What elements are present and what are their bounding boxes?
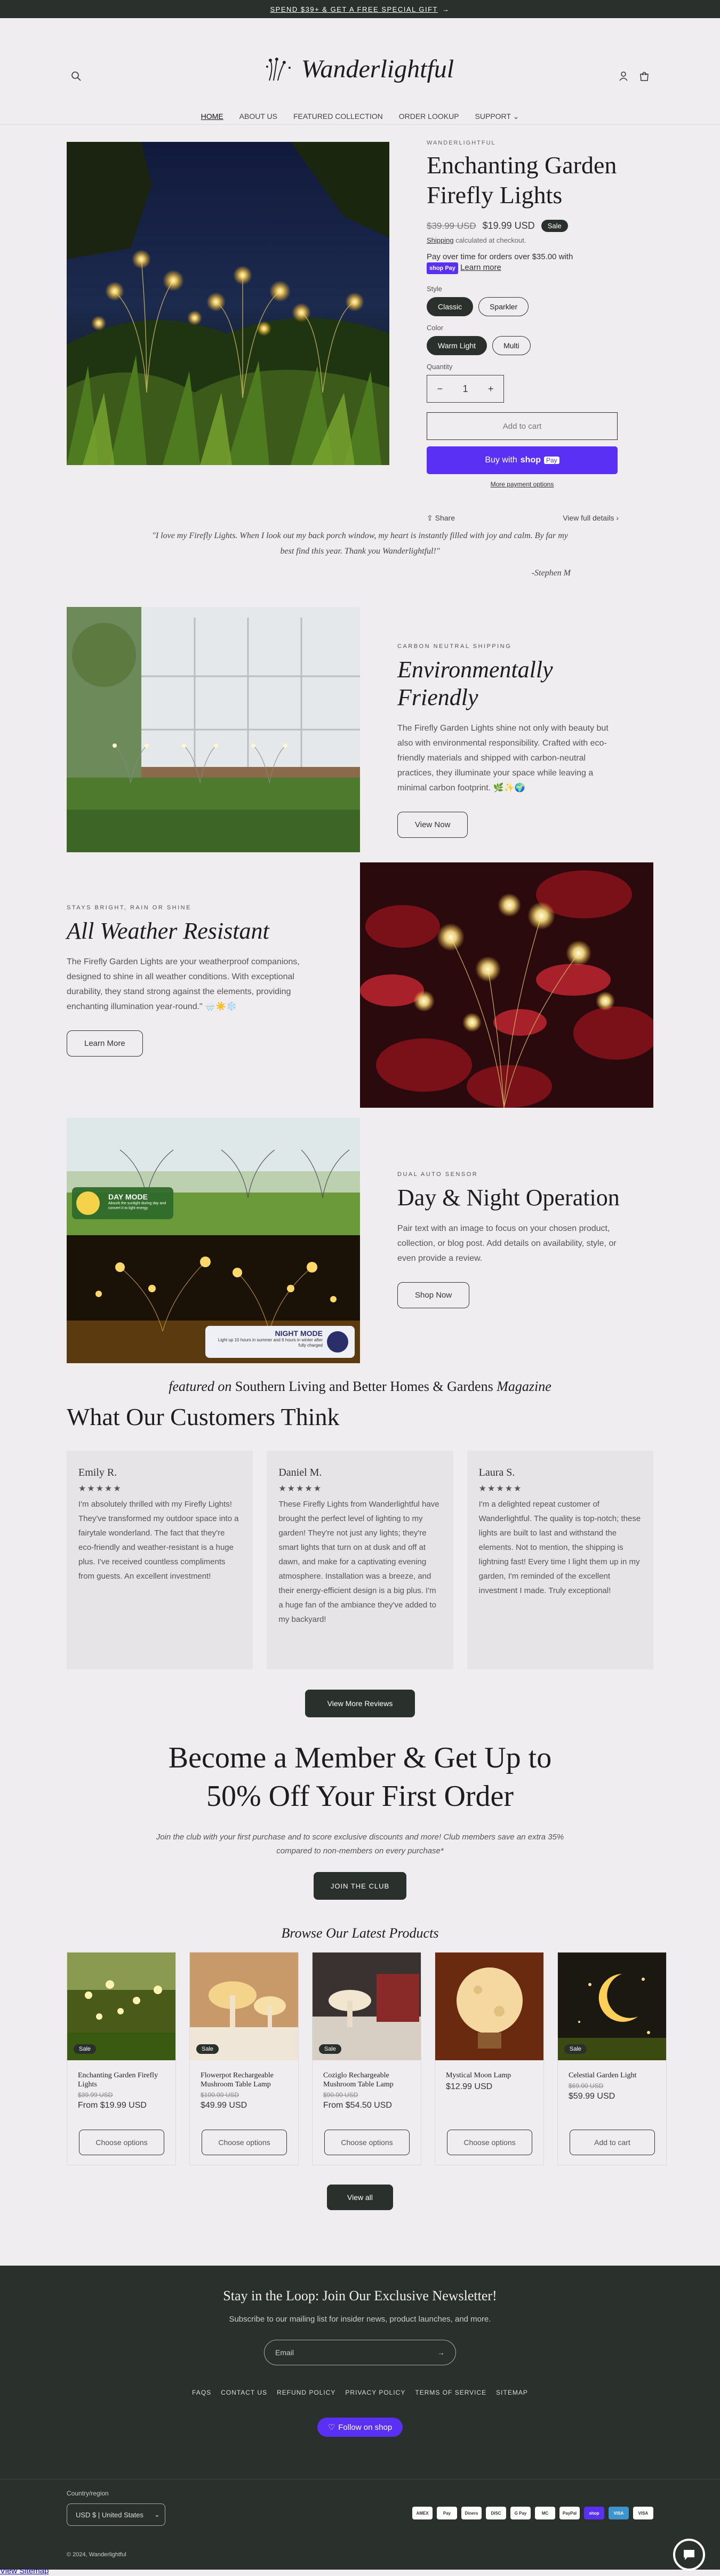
join-club-button[interactable]: JOIN THE CLUB	[314, 1872, 406, 1900]
quantity-label: Quantity	[427, 363, 453, 371]
email-field[interactable]	[264, 2340, 456, 2365]
apple-pay-icon: Pay	[437, 2507, 457, 2519]
view-details-link[interactable]	[563, 514, 619, 523]
night-mode-text: Light up 10 hours in summer and 6 hours in winter after fully charged	[218, 1338, 323, 1348]
review-card	[67, 1451, 253, 1669]
country-value: USD $ | United States	[76, 2510, 143, 2519]
product-card[interactable]	[67, 1952, 176, 2165]
product-card-title[interactable]: Coziglo Rechargeable Mushroom Table Lamp	[323, 2071, 394, 2089]
shop-pay-logo: shop Pay	[427, 262, 458, 274]
submit-arrow-icon[interactable]: →	[437, 2348, 445, 2357]
product-card-price: From $54.50 USD	[323, 2101, 392, 2110]
quote-author: -Stephen M	[531, 569, 571, 578]
site-footer	[0, 2266, 720, 2570]
copyright: © 2024, Wanderlightful	[67, 2551, 126, 2558]
brand-logo[interactable]	[266, 54, 454, 84]
chat-icon	[682, 2548, 696, 2562]
style-option-classic[interactable]: Classic	[427, 297, 473, 316]
featured-on-banner	[0, 1379, 720, 1395]
product-card-image	[558, 1953, 666, 2060]
announcement-text[interactable]: SPEND $39+ & GET A FREE SPECIAL GIFT	[270, 5, 438, 13]
membership-title-line2: 50% Off Your First Order	[206, 1780, 514, 1813]
review-card	[267, 1451, 453, 1669]
sale-badge: Sale	[564, 2044, 587, 2054]
review-text: I'm a delighted repeat customer of Wanderlightful. The quality is top-notch; these lights are built to last and withstand the elements. Not to mention, the shipping is lightning fast! Every time I light them up in my garden, I'm reminded of the excellent investment I made. Truly exceptional!	[478, 1500, 641, 1595]
product-card-image	[435, 1953, 543, 2060]
product-card[interactable]	[435, 1952, 544, 2165]
footer-link-privacy[interactable]: PRIVACY POLICY	[345, 2389, 406, 2396]
venmo-icon: VISA	[609, 2507, 629, 2519]
mastercard-icon: MC	[535, 2507, 555, 2519]
membership-text-body: Join the club with your first purchase and to score exclusive discounts and more! Club members save an extra 35% compared to non-members on every purchase*	[156, 1833, 564, 1855]
membership-text	[0, 1830, 720, 1858]
installments-text: Pay over time for orders over $35.00 with	[427, 252, 573, 261]
view-details-label: View full details	[563, 514, 614, 522]
day-mode-title: DAY MODE	[108, 1193, 148, 1201]
learn-more-button[interactable]: Learn More	[67, 1030, 143, 1057]
product-card-image	[190, 1953, 298, 2060]
featured-prefix: featured on	[169, 1379, 232, 1394]
price-row	[427, 220, 619, 232]
day-night-subtitle: DUAL AUTO SENSOR	[397, 1171, 478, 1178]
eco-subtitle: CARBON NEUTRAL SHIPPING	[397, 643, 512, 650]
view-more-reviews-button[interactable]: View More Reviews	[305, 1690, 415, 1717]
product-card-image	[313, 1953, 421, 2060]
brand-name: Wanderlightful	[301, 55, 454, 83]
eco-section	[397, 643, 616, 838]
product-card-compare-price: $39.99 USD	[78, 2091, 113, 2099]
product-card-compare-price: $100.00 USD	[201, 2091, 239, 2099]
shipping-note	[427, 236, 619, 244]
footer-link-terms[interactable]: TERMS OF SERVICE	[415, 2389, 487, 2396]
nav-support-label: SUPPORT	[475, 112, 511, 121]
style-label: Style	[427, 285, 442, 293]
sale-price: $19.99 USD	[482, 220, 535, 231]
product-card-price: $59.99 USD	[569, 2092, 615, 2101]
arrow-right-icon: ›	[616, 514, 619, 522]
choose-options-button[interactable]: Choose options	[447, 2130, 532, 2155]
announcement-arrow: →	[442, 5, 450, 13]
share-icon: ⇪	[427, 514, 433, 522]
choose-options-button[interactable]: Choose options	[79, 2130, 164, 2155]
day-mode-caption	[108, 1193, 172, 1211]
payment-icons	[412, 2507, 653, 2519]
main-nav	[0, 112, 720, 121]
weather-image	[360, 862, 653, 1108]
firefly-garden-photo	[67, 142, 389, 465]
color-options	[427, 336, 619, 355]
nav-featured-collection[interactable]: FEATURED COLLECTION	[293, 112, 383, 121]
more-payment-options-link[interactable]: More payment options	[490, 481, 554, 488]
eco-image	[67, 607, 360, 852]
star-rating: ★★★★★	[278, 1484, 323, 1493]
follow-on-shop-button[interactable]	[317, 2418, 403, 2437]
featured-suffix: Magazine	[497, 1379, 551, 1394]
view-now-button[interactable]: View Now	[397, 812, 468, 838]
product-card-price: From $19.99 USD	[78, 2101, 147, 2110]
choose-options-button[interactable]: Choose options	[202, 2130, 287, 2155]
latest-products-title: Browse Our Latest Products	[281, 1925, 439, 1941]
nav-order-lookup[interactable]: ORDER LOOKUP	[398, 112, 459, 121]
product-card-compare-price: $69.00 USD	[569, 2082, 604, 2090]
weather-body: The Firefly Garden Lights are your weatherproof companions, designed to shine in all weather conditions. With exceptional durability, they stand strong against the elements, providing enchanting illumination year-round." 🌧️☀️❄️	[67, 957, 300, 1011]
day-mode-text: Absorb the sunlight during day and convert it to light energy	[108, 1202, 166, 1210]
product-card[interactable]	[312, 1952, 421, 2165]
featured-publications: Southern Living and Better Homes & Gardens	[235, 1379, 493, 1394]
day-night-section	[397, 1171, 627, 1308]
share-label: Share	[435, 514, 455, 522]
footer-links	[0, 2389, 720, 2396]
compare-price: $39.99 USD	[427, 220, 476, 231]
day-night-body: Pair text with an image to focus on your chosen product, collection, or blog post. Add details on availability, style, or even provide a review.	[397, 1224, 617, 1263]
product-section	[0, 125, 720, 557]
google-pay-icon: G Pay	[510, 2507, 531, 2519]
testimonial-quote	[149, 528, 571, 581]
eco-body: The Firefly Garden Lights shine not only with beauty but also with environmental responsibility. Crafted with eco-friendly materials and shipped with carbon-neutral practices, they illuminate your space while leaving a minimal carbon footprint. 🌿✨🌍	[397, 724, 609, 793]
house-lawn-photo	[67, 607, 360, 852]
diners-icon: Diners	[461, 2507, 482, 2519]
product-vendor: WANDERLIGHTFUL	[427, 140, 496, 146]
cart-icon[interactable]	[637, 69, 651, 83]
reviewer-name: Daniel M.	[278, 1467, 322, 1478]
style-options	[427, 297, 619, 316]
membership-title-line1: Become a Member & Get Up to	[168, 1741, 552, 1774]
color-option-warm-light[interactable]: Warm Light	[427, 336, 487, 355]
product-card-title[interactable]: Flowerpot Rechargeable Mushroom Table Lamp	[201, 2071, 274, 2089]
product-card-title[interactable]: Mystical Moon Lamp	[446, 2071, 511, 2079]
reviews-grid	[67, 1451, 653, 1669]
buy-with-shop-pay-button[interactable]	[427, 446, 618, 474]
product-title: Enchanting Garden Firefly Lights	[427, 151, 617, 209]
product-card-title[interactable]: Celestial Garden Light	[569, 2071, 637, 2079]
weather-section	[67, 905, 312, 1057]
share-button[interactable]	[427, 514, 455, 523]
nav-support[interactable]	[475, 112, 519, 121]
add-to-cart-button[interactable]: Add to cart	[427, 412, 618, 440]
product-card-compare-price: $90.00 USD	[323, 2091, 358, 2099]
newsletter-subtitle: Subscribe to our mailing list for insider news, product launches, and more.	[229, 2315, 491, 2324]
review-card	[467, 1451, 653, 1669]
day-night-comparison-photo	[67, 1118, 360, 1363]
chevron-down-icon: ⌄	[154, 2510, 160, 2518]
sale-badge: Sale	[319, 2044, 341, 2054]
quantity-input[interactable]: 1	[462, 383, 468, 394]
shop-wordmark: shop	[520, 455, 541, 465]
night-mode-title: NIGHT MODE	[275, 1329, 323, 1338]
day-night-title: Day & Night Operation	[397, 1185, 620, 1211]
nav-about-us[interactable]: ABOUT US	[239, 112, 277, 121]
star-rating: ★★★★★	[78, 1484, 122, 1493]
product-image[interactable]	[67, 142, 389, 465]
shop-now-button[interactable]: Shop Now	[397, 1282, 469, 1308]
membership-title	[0, 1739, 720, 1815]
night-mode-caption	[211, 1329, 323, 1348]
pay-wordmark: Pay	[544, 457, 559, 464]
review-text: I'm absolutely thrilled with my Firefly Lights! They've transformed my outdoor space into a fairytale wonderland. The fact that they're eco-friendly and weather-resistant is a huge plus. I've received countless compliments from guests. An excellent investment!	[78, 1500, 239, 1581]
country-label: Country/region	[67, 2490, 109, 2497]
footer-link-faqs[interactable]: FAQS	[192, 2389, 212, 2396]
review-text: These Firefly Lights from Wanderlightful have brought the perfect level of lighting to my garden! They're not just any lights; they're smart lights that turn on at dusk and off at dawn, and make for a captivating evening atmosphere. Installation was a breeze, and their energy-efficient design is a big plus. I'm a huge fan of the ambiance they've added to my backyard!	[278, 1500, 439, 1624]
footer-link-refund[interactable]: REFUND POLICY	[277, 2389, 336, 2396]
search-icon[interactable]	[69, 69, 83, 83]
discover-icon: DISC	[486, 2507, 506, 2519]
site-header	[0, 18, 720, 125]
red-leaves-lights-photo	[360, 862, 653, 1108]
chat-button[interactable]	[673, 2539, 705, 2571]
color-label: Color	[427, 324, 444, 332]
announcement-bar[interactable]	[0, 0, 720, 18]
chevron-down-icon: ⌄	[513, 112, 519, 121]
account-icon[interactable]	[617, 69, 630, 83]
weather-subtitle: STAYS BRIGHT, RAIN OR SHINE	[67, 905, 191, 911]
product-card-price: $12.99 USD	[446, 2082, 493, 2091]
heart-icon: ♡	[327, 2423, 335, 2432]
choose-options-button[interactable]: Choose options	[324, 2130, 410, 2155]
star-rating: ★★★★★	[478, 1484, 523, 1493]
visa-icon: VISA	[633, 2507, 653, 2519]
product-info	[427, 140, 619, 523]
firefly-logo-icon	[266, 57, 296, 82]
reviews-title: What Our Customers Think	[67, 1403, 340, 1430]
add-to-cart-button[interactable]: Add to cart	[570, 2130, 655, 2155]
style-option-sparkler[interactable]: Sparkler	[478, 297, 529, 316]
buy-with-label: Buy with	[485, 455, 517, 465]
eco-title: Environmentally Friendly	[397, 657, 553, 710]
moon-lamp-thumb	[435, 1953, 543, 2060]
follow-label: Follow on shop	[338, 2422, 393, 2432]
shipping-text: calculated at checkout.	[455, 236, 526, 244]
amex-icon: AMEX	[412, 2507, 433, 2519]
quantity-minus-button[interactable]: −	[437, 383, 443, 394]
nav-home[interactable]: HOME	[201, 112, 223, 121]
product-card[interactable]	[189, 1952, 299, 2165]
weather-title: All Weather Resistant	[67, 918, 269, 944]
shop-pay-icon: shop	[584, 2507, 604, 2519]
newsletter-title: Stay in the Loop: Join Our Exclusive Newsletter!	[223, 2288, 497, 2303]
footer-link-contact[interactable]: CONTACT US	[221, 2389, 268, 2396]
day-night-image	[67, 1118, 360, 1363]
quantity-stepper	[427, 375, 504, 403]
product-card-image	[67, 1953, 175, 2060]
product-card-title[interactable]: Enchanting Garden Firefly Lights	[78, 2071, 158, 2089]
installments-note	[427, 252, 619, 274]
sale-badge: Sale	[541, 220, 568, 232]
color-option-multi[interactable]: Multi	[492, 336, 531, 355]
sale-badge: Sale	[74, 2044, 96, 2054]
view-sitemap-link[interactable]: View Sitemap	[0, 2566, 49, 2575]
email-placeholder: Email	[275, 2348, 294, 2357]
learn-more-link[interactable]: Learn more	[460, 263, 501, 272]
share-row	[427, 514, 619, 523]
quote-text: "I love my Firefly Lights. When I look out my back porch window, my heart is instantly filled with joy and calm. By far my best find this year. Thank you Wanderlightful!"	[152, 531, 568, 556]
sale-badge: Sale	[196, 2044, 219, 2054]
footer-link-sitemap[interactable]: SITEMAP	[496, 2389, 528, 2396]
country-selector[interactable]	[67, 2503, 165, 2526]
paypal-icon: PayPal	[559, 2507, 580, 2519]
product-card[interactable]	[557, 1952, 667, 2165]
product-grid	[67, 1952, 667, 2165]
shipping-link[interactable]: Shipping	[427, 236, 454, 244]
reviewer-name: Laura S.	[478, 1467, 515, 1478]
reviewer-name: Emily R.	[78, 1467, 117, 1478]
quantity-plus-button[interactable]: +	[487, 383, 494, 394]
view-all-button[interactable]: View all	[327, 2185, 393, 2210]
product-card-price: $49.99 USD	[201, 2101, 247, 2110]
